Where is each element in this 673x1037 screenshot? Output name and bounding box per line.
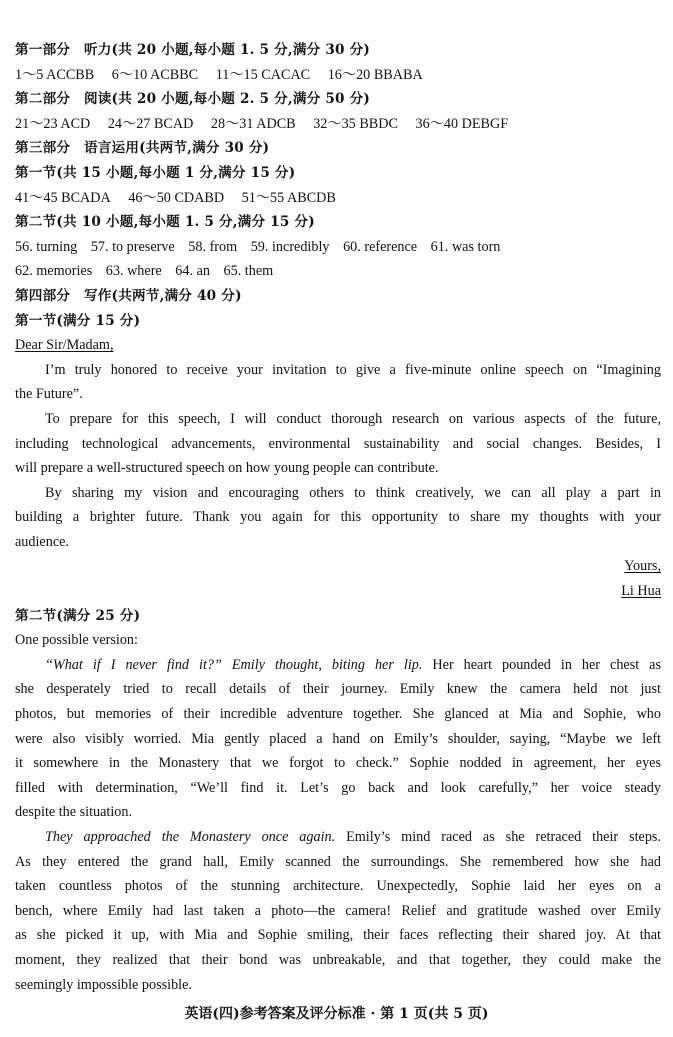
essay-line: were also visibly worried. Mia gently placed a hand on Emily’s shoulder, saying, “Maybe we left — [15, 730, 661, 747]
fill-answer: 59. incredibly — [250, 238, 330, 255]
greeting-text: Dear Sir/Madam, — [15, 337, 114, 354]
fill-answer: 58. from — [188, 238, 238, 255]
part1-heading: 第一部分 听力(共 20 小题,每小题 1. 5 分,满分 30 分) — [15, 42, 371, 58]
answer-group: 32～35 BBDC — [313, 115, 398, 132]
letter-line: building a brighter future. Thank you again for this opportunity to share my thoughts with your — [15, 509, 661, 526]
letter-line: including technological advancements, environmental sustainability and social changes. Besides, I — [15, 435, 661, 452]
page-footer: 英语(四)参考答案及评分标准 · 第 1 页(共 5 页) — [184, 1006, 489, 1022]
fill-answer: 63. where — [105, 263, 162, 280]
answer-group: 41～45 BCADA — [15, 189, 111, 206]
letter-line: By sharing my vision and encouraging others to think creatively, we can all play a part in — [45, 484, 661, 501]
answer-group: 24～27 BCAD — [107, 115, 194, 132]
essay-lead-sentence: “What if I never find it?” Emily thought, biting her lip. — [45, 656, 423, 673]
fill-answer: 57. to preserve — [90, 238, 175, 255]
essay-line: bench, where Emily had last taken a photo—the camera! Relief and gratitude washed over Emily — [15, 902, 661, 919]
answer-group: 51～55 ABCDB — [241, 189, 336, 206]
essay-line: as she picked it up, with Mia and Sophie smiling, their faces reflecting their shared joy. At that — [15, 927, 661, 944]
letter-line: will prepare a well-structured speech on how young people can contribute. — [15, 460, 439, 477]
part2-heading: 第二部分 阅读(共 20 小题,每小题 2. 5 分,满分 50 分) — [15, 91, 371, 108]
part3-section2-heading: 第二节(共 10 小题,每小题 1. 5 分,满分 15 分) — [15, 214, 315, 231]
fill-answer: 61. was torn — [430, 238, 501, 255]
part3-section1-answers — [15, 186, 661, 211]
letter-line: To prepare for this speech, I will conduct thorough research on various aspects of the future, — [45, 410, 661, 427]
essay-text: Her heart pounded in her chest as — [422, 656, 661, 673]
part2-answers — [15, 112, 661, 137]
answer-group: 36～40 DEBGF — [415, 115, 509, 132]
essay-line: seemingly impossible possible. — [15, 976, 192, 993]
answer-group: 46～50 CDABD — [128, 189, 225, 206]
signature-text: Li Hua — [621, 583, 661, 600]
part4-section2-heading: 第二节(满分 25 分) — [15, 607, 141, 624]
fill-answer: 56. turning — [15, 238, 78, 255]
essay-text: Emily’s mind raced as she retraced their steps. — [335, 829, 662, 845]
part3-section2-answers-row1 — [15, 235, 661, 260]
closing-text: Yours, — [624, 558, 661, 575]
letter-line: the Future”. — [15, 386, 83, 403]
essay-line: filled with determination, “We’ll find it. Let’s go back and look carefully,” her voice steady — [15, 779, 661, 796]
answer-group: 11～15 CACAC — [215, 66, 311, 83]
answer-group: 21～23 ACD — [15, 115, 91, 132]
part4-heading: 第四部分 写作(共两节,满分 40 分) — [15, 287, 242, 304]
essay-line — [15, 825, 661, 850]
part1-answers — [15, 63, 661, 88]
letter-line: audience. — [15, 533, 69, 550]
essay-line: she desperately tried to recall details of their journey. Emily knew the camera held not just — [15, 681, 661, 698]
letter-signature — [15, 579, 661, 604]
essay-line: As they entered the grand hall, Emily scanned the surroundings. She remembered how she had — [15, 853, 661, 870]
letter-closing — [15, 554, 661, 579]
essay-line: despite the situation. — [15, 804, 133, 821]
answer-group: 1～5 ACCBB — [15, 66, 95, 83]
answer-group: 16～20 BBABA — [327, 66, 423, 83]
essay-lead-sentence: They approached the Monastery once again. — [45, 829, 336, 845]
fill-answer: 65. them — [223, 263, 274, 280]
essay-line — [15, 653, 661, 678]
letter-line: I’m truly honored to receive your invitation to give a five-minute online speech on “Imagining — [45, 361, 661, 378]
part3-section2-answers-row2 — [15, 259, 661, 284]
essay-line: taken countless photos of the stunning architecture. Unexpectedly, Sophie laid her eyes on a — [15, 878, 661, 895]
part4-section1-heading: 第一节(满分 15 分) — [15, 312, 141, 329]
essay-line: it somewhere in the Monastery that we forgot to check.” Sophie nodded in agreement, her eyes — [15, 755, 661, 772]
fill-answer: 60. reference — [343, 238, 418, 255]
part3-section1-heading: 第一节(共 15 小题,每小题 1 分,满分 15 分) — [15, 164, 296, 181]
fill-answer: 64. an — [175, 263, 210, 280]
answer-group: 28～31 ADCB — [210, 115, 296, 132]
fill-answer: 62. memories — [15, 263, 93, 280]
essay-line: moment, they realized that their bond was unbreakable, and that together, they could make the — [15, 951, 661, 968]
part3-heading: 第三部分 语言运用(共两节,满分 30 分) — [15, 140, 270, 157]
essay-line: photos, but memories of their incredible adventure together. She glanced at Mia and Sophie, who — [15, 706, 661, 723]
answer-group: 6～10 ACBBC — [111, 66, 199, 83]
letter-greeting — [15, 333, 661, 358]
essay-intro: One possible version: — [15, 632, 138, 649]
